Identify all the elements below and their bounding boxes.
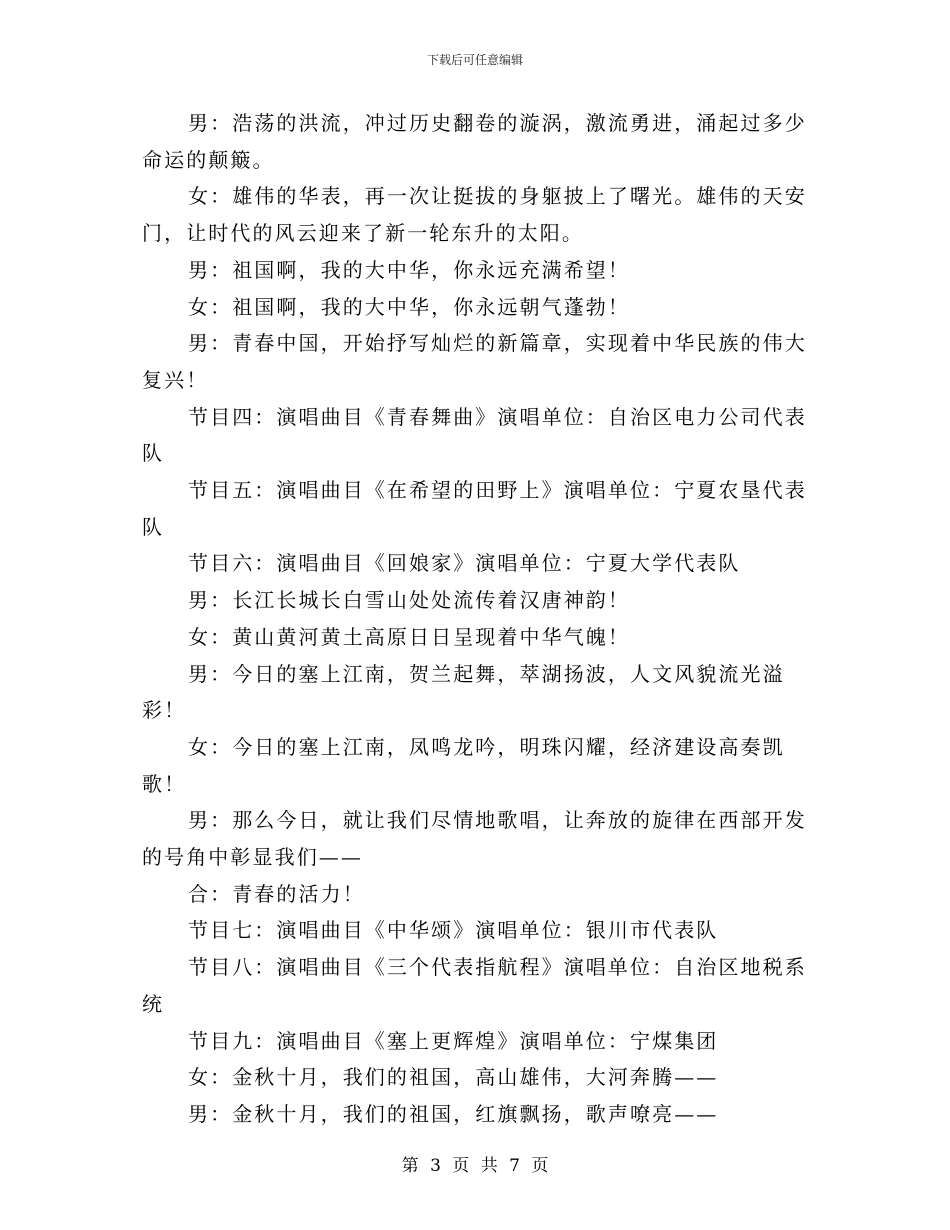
document-body [142,105,812,1133]
paragraph: 节目八：演唱曲目《三个代表指航程》演唱单位：自治区地税系统 [142,955,807,1016]
page-header: 下载后可任意编辑 [426,53,523,67]
paragraph: 节目五：演唱曲目《在希望的田野上》演唱单位：宁夏农垦代表队 [142,478,807,539]
paragraph: 节目七：演唱曲目《中华颂》演唱单位：银川市代表队 [188,918,719,943]
paragraph: 男：长江长城长白雪山处处流传着汉唐神韵！ [188,588,630,613]
paragraph: 合：青春的活力！ [188,881,365,906]
paragraph: 节目六：演唱曲目《回娘家》演唱单位：宁夏大学代表队 [188,551,741,576]
paragraph: 女：今日的塞上江南，凤鸣龙吟，明珠闪耀，经济建设高奏凯歌！ [142,734,785,796]
paragraph: 男：青春中国，开始抒写灿烂的新篇章，实现着中华民族的伟大复兴！ [142,331,807,392]
paragraph: 节目九：演唱曲目《塞上更辉煌》演唱单位：宁煤集团 [188,1028,719,1053]
paragraph: 男：祖国啊，我的大中华，你永远充满希望！ [188,257,630,282]
paragraph: 男：浩荡的洪流，冲过历史翻卷的漩涡，激流勇进，涌起过多少命运的颠簸。 [142,111,807,172]
paragraph: 女：黄山黄河黄土高原日日呈现着中华气魄！ [188,624,630,649]
page-number: 第 3 页 共 7 页 [401,1156,549,1176]
paragraph: 男：那么今日，就让我们尽情地歌唱，让奔放的旋律在西部开发的号角中彰显我们—— [142,808,807,870]
paragraph: 男：金秋十月，我们的祖国，红旗飘扬，歌声嘹亮—— [188,1101,719,1126]
paragraph: 男：今日的塞上江南，贺兰起舞，萃湖扬波，人文风貌流光溢彩！ [142,661,785,723]
paragraph: 女：金秋十月，我们的祖国，高山雄伟，大河奔腾—— [188,1065,719,1090]
paragraph: 女：雄伟的华表，再一次让挺拔的身躯披上了曙光。雄伟的天安门，让时代的风云迎来了新一轮东升的太阳。 [142,184,807,246]
paragraph: 节目四：演唱曲目《青春舞曲》演唱单位：自治区电力公司代表队 [142,404,807,466]
paragraph: 女：祖国啊，我的大中华，你永远朝气蓬勃！ [188,294,630,319]
